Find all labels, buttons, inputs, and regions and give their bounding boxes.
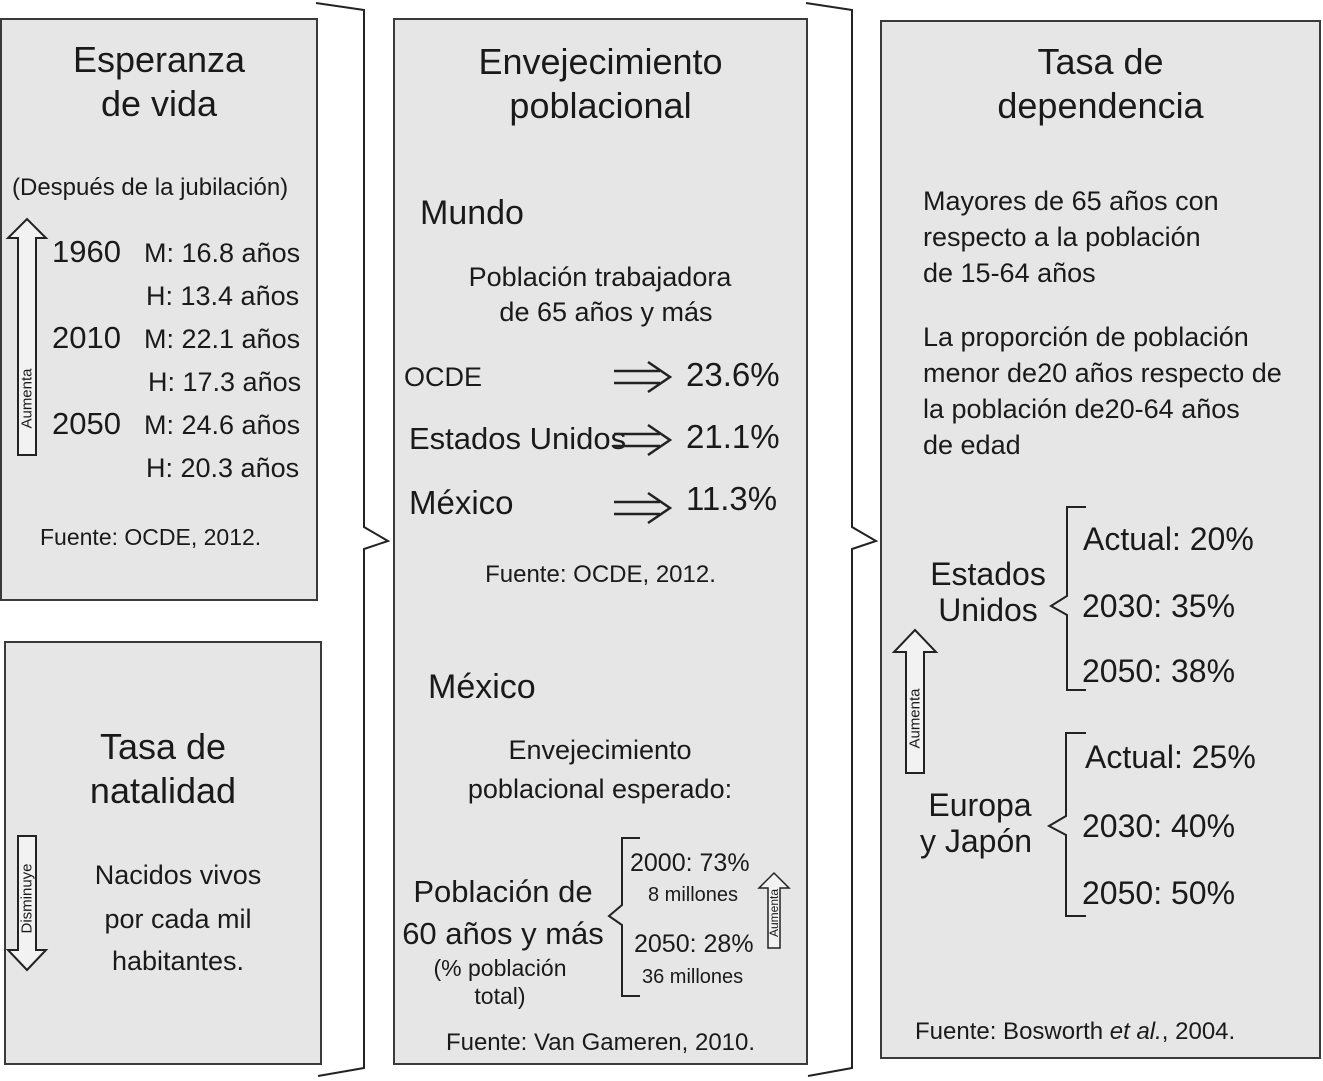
dependencia-desc1-line3: de 15-64 años (923, 258, 1096, 288)
dependencia-title-line1: Tasa de (1037, 41, 1164, 82)
esperanza-1960-h: H: 13.4 años (146, 281, 300, 311)
mexico-pop-line4: total) (474, 983, 526, 1009)
mexico-pop-line2: 60 años y más (402, 916, 604, 951)
mexico-desc-line2: poblacional esperado: (467, 774, 733, 804)
dependencia-arrow-label: Aumenta (906, 688, 924, 749)
eu-2030: 2030: 35% (1082, 588, 1236, 624)
mexico-desc-line1: Envejecimiento (508, 735, 692, 765)
esperanza-2010-h: H: 17.3 años (148, 367, 302, 397)
dependencia-desc1-line2: respecto a la población (923, 222, 1201, 252)
mundo-desc-line2: de 65 años y más (499, 297, 713, 327)
mexico-2050: 2050: 28% (634, 930, 754, 958)
mexico-2000: 2000: 73% (630, 849, 750, 877)
ej-label-line2: y Japón (919, 823, 1033, 859)
dependencia-source-em: et al. (1109, 1018, 1162, 1045)
ej-2030: 2030: 40% (1082, 808, 1236, 844)
esperanza-title-line2: de vida (100, 83, 218, 124)
esperanza-arrow-label: Aumenta (18, 368, 36, 429)
ej-label-line1: Europa (928, 787, 1032, 823)
esperanza-year-1960: 1960 (52, 234, 121, 269)
esperanza-2050-m: M: 24.6 años (144, 410, 301, 440)
dependencia-source-pre: Fuente: Bosworth (915, 1018, 1110, 1045)
dependencia-desc2-line2: menor de20 años respecto de (923, 358, 1282, 388)
mexico-2050-sub: 36 millones (642, 966, 744, 988)
natalidad-text-line3: habitantes. (111, 946, 245, 976)
dependencia-title-line2: dependencia (997, 85, 1204, 126)
dependencia-desc2-line4: de edad (923, 430, 1021, 460)
dependencia-source (915, 1018, 1235, 1046)
mexico-pop-line1: Población de (413, 874, 593, 909)
mundo-row-value: 11.3% (686, 480, 778, 517)
esperanza-2010-m: M: 22.1 años (144, 324, 301, 354)
eu-actual: Actual: 20% (1083, 521, 1254, 557)
esperanza-1960-m: M: 16.8 años (144, 238, 301, 268)
mexico-heading: México (428, 668, 536, 706)
mundo-row-value: 21.1% (686, 418, 780, 455)
mundo-desc-line1: Población trabajadora (468, 262, 732, 292)
mexico-2000-sub: 8 millones (648, 884, 739, 906)
mundo-row-label: México (409, 484, 514, 521)
natalidad-title-line1: Tasa de (99, 726, 227, 767)
natalidad-text-line1: Nacidos vivos (94, 860, 262, 890)
eu-2050: 2050: 38% (1082, 653, 1236, 689)
mundo-source: Fuente: OCDE, 2012. (485, 561, 716, 588)
esperanza-year-2050: 2050 (52, 406, 121, 441)
esperanza-title-line1: Esperanza (72, 39, 246, 80)
mundo-heading: Mundo (420, 194, 524, 232)
dependencia-desc2-line1: La proporción de población (923, 322, 1249, 352)
mundo-row-label: OCDE (404, 362, 483, 392)
mexico-arrow-label: Aumenta (767, 888, 781, 938)
dependencia-desc2-line3: la población de20-64 años (923, 394, 1240, 424)
dependencia-desc1-line1: Mayores de 65 años con (923, 186, 1219, 216)
mexico-source: Fuente: Van Gameren, 2010. (445, 1029, 756, 1056)
envejecimiento-title-line1: Envejecimiento (478, 41, 723, 82)
natalidad-arrow-label: Disminuye (18, 863, 36, 934)
ej-2050: 2050: 50% (1082, 875, 1236, 911)
dependencia-source-post: , 2004. (1161, 1018, 1236, 1045)
mexico-pop-line3: (% población (433, 955, 567, 981)
esperanza-2050-h: H: 20.3 años (146, 453, 300, 483)
envejecimiento-title-line2: poblacional (509, 85, 692, 126)
natalidad-text-line2: por cada mil (104, 904, 252, 934)
esperanza-year-2010: 2010 (52, 320, 121, 355)
eu-label-line1: Estados (930, 556, 1046, 592)
mundo-row-value: 23.6% (686, 356, 780, 393)
ej-actual: Actual: 25% (1085, 739, 1256, 775)
mundo-row-label: Estados Unidos (409, 421, 627, 456)
eu-label-line2: Unidos (938, 592, 1038, 628)
natalidad-title-line2: natalidad (89, 770, 237, 811)
esperanza-source: Fuente: OCDE, 2012. (40, 524, 262, 550)
esperanza-subtitle: (Después de la jubilación) (12, 174, 289, 201)
